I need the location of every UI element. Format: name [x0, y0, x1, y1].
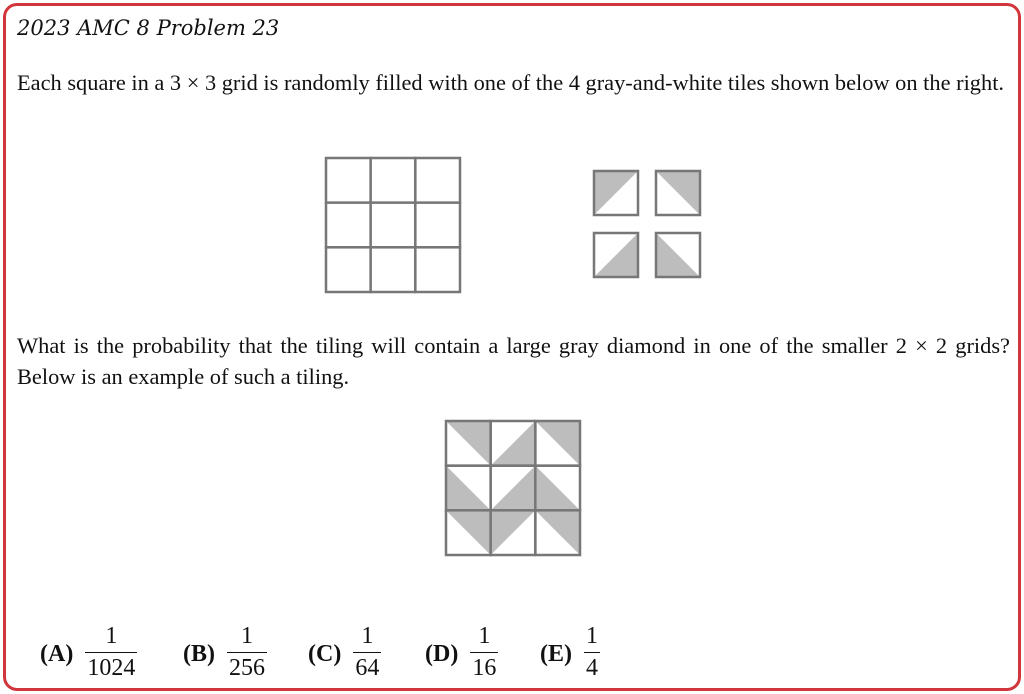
grid-cell — [415, 158, 460, 203]
grid-cell — [371, 203, 416, 248]
fraction-bar — [584, 652, 600, 653]
grid-cell — [371, 158, 416, 203]
problem-statement: Each square in a 3 × 3 grid is randomly filled with one of the 4 gray-and-white tiles shown below on the right. — [17, 70, 1005, 95]
grid-cell — [326, 158, 371, 203]
example-cell — [535, 421, 580, 466]
example-cell — [446, 466, 491, 511]
choice-c-fraction — [353, 622, 381, 682]
gray-triangle — [535, 421, 580, 466]
fraction-bar — [227, 652, 267, 653]
fraction-bar — [470, 652, 498, 653]
choice-b-numerator: 1 — [241, 623, 253, 649]
fraction-bar — [85, 652, 137, 653]
example-cell — [491, 466, 536, 511]
fraction-bar — [353, 652, 381, 653]
example-tiling-grid — [445, 420, 581, 556]
choice-c[interactable] — [308, 620, 381, 684]
grid-cell — [326, 203, 371, 248]
example-cell — [535, 510, 580, 555]
choice-e-fraction — [584, 622, 600, 682]
choice-b[interactable] — [183, 620, 267, 684]
choice-a-numerator: 1 — [105, 623, 118, 649]
choice-d-denominator: 16 — [472, 655, 497, 681]
choice-a-denominator: 1024 — [87, 655, 136, 681]
gray-triangle — [656, 233, 700, 277]
gray-triangle — [656, 171, 700, 215]
choice-c-denominator: 64 — [355, 655, 380, 681]
gray-triangle — [594, 171, 638, 215]
example-cell — [535, 466, 580, 511]
choice-d-numerator: 1 — [478, 623, 491, 649]
grid-cell — [371, 247, 416, 292]
choice-a[interactable] — [40, 620, 137, 684]
tile-bottom-right — [656, 233, 700, 277]
choice-b-fraction — [227, 622, 267, 682]
choice-b-letter: (B) — [183, 640, 215, 667]
grid-cell — [415, 247, 460, 292]
choice-c-letter: (C) — [308, 640, 342, 667]
gray-triangle — [535, 510, 580, 555]
gray-triangle — [535, 466, 580, 511]
tile-top-left — [594, 171, 638, 215]
choice-d-fraction — [470, 622, 498, 682]
gray-triangle — [594, 233, 638, 277]
problem-title: 2023 AMC 8 Problem 23 — [17, 16, 280, 40]
example-cell — [446, 421, 491, 466]
gray-triangle — [491, 466, 536, 511]
tile-options — [593, 170, 703, 280]
gray-triangle — [491, 510, 536, 555]
choice-b-denominator: 256 — [229, 655, 265, 681]
choice-e[interactable] — [540, 620, 600, 684]
empty-3x3-grid — [325, 157, 461, 293]
gray-triangle — [491, 421, 536, 466]
choice-a-fraction — [85, 622, 137, 682]
choice-e-numerator: 1 — [586, 623, 598, 649]
example-cell — [491, 421, 536, 466]
gray-triangle — [446, 421, 491, 466]
problem-question: What is the probability that the tiling will contain a large gray diamond in one of the smaller 2 × 2 grids? Below is an example of such a tiling. — [17, 333, 1010, 389]
choice-e-letter: (E) — [540, 640, 572, 667]
example-cell — [491, 510, 536, 555]
choice-a-letter: (A) — [40, 640, 74, 667]
tile-bottom-left — [594, 233, 638, 277]
grid-cell — [415, 203, 460, 248]
choice-c-numerator: 1 — [361, 623, 374, 649]
gray-triangle — [446, 510, 491, 555]
choice-e-denominator: 4 — [586, 655, 598, 681]
choice-d[interactable] — [425, 620, 498, 684]
choice-d-letter: (D) — [425, 640, 459, 667]
tile-top-right — [656, 171, 700, 215]
grid-cell — [326, 247, 371, 292]
gray-triangle — [446, 466, 491, 511]
example-cell — [446, 510, 491, 555]
